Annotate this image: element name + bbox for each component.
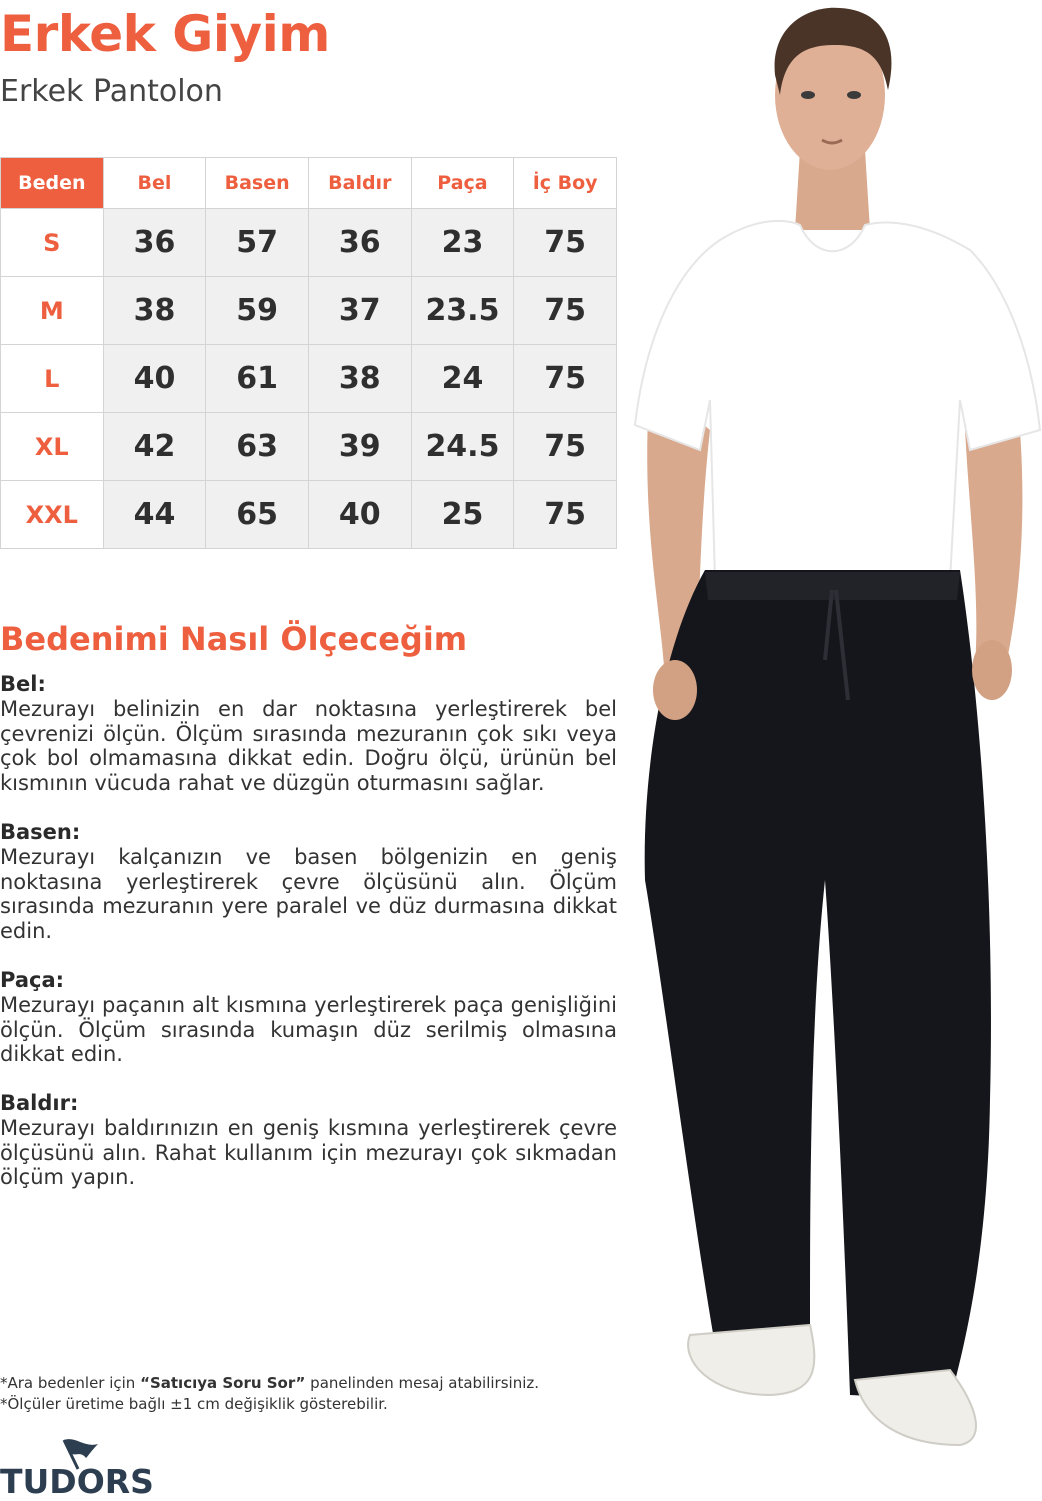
brand-name: TUDORS — [0, 1462, 154, 1501]
footnote-text: *Ara bedenler için — [0, 1374, 141, 1392]
table-header-row — [1, 158, 617, 209]
section-text: Mezurayı paçanın alt kısmına yerleştirerek paça genişliğini ölçün. Ölçüm sırasında kumaşın düz serilmiş olmasına dikkat edin. — [0, 993, 617, 1066]
table-cell: 75 — [514, 481, 617, 549]
table-cell: 57 — [206, 209, 309, 277]
page-subtitle: Erkek Pantolon — [0, 74, 223, 109]
section-text: Mezurayı kalçanızın ve basen bölgenizin en geniş noktasına yerleştirerek çevre ölçüsünü alın. Ölçüm sırasında mezuranın yere paralel ve düz durmasına dikkat edin. — [0, 845, 617, 943]
table-cell: 39 — [308, 413, 411, 481]
guide-section-paca — [0, 967, 617, 1067]
footnote-line: *Ölçüler üretime bağlı ±1 cm değişiklik gösterebilir. — [0, 1395, 388, 1413]
size-cell: M — [1, 277, 104, 345]
column-header: Basen — [206, 158, 309, 209]
table-cell: 23 — [411, 209, 514, 277]
section-heading: Basen: — [0, 820, 81, 844]
table-cell: 23.5 — [411, 277, 514, 345]
table-cell: 25 — [411, 481, 514, 549]
table-row — [1, 413, 617, 481]
size-cell: XXL — [1, 481, 104, 549]
column-header: İç Boy — [514, 158, 617, 209]
table-cell: 36 — [308, 209, 411, 277]
model-photo — [620, 0, 1042, 1500]
section-heading: Baldır: — [0, 1091, 79, 1115]
table-cell: 42 — [103, 413, 206, 481]
table-cell: 75 — [514, 345, 617, 413]
size-cell: L — [1, 345, 104, 413]
table-row — [1, 481, 617, 549]
table-cell: 75 — [514, 413, 617, 481]
table-cell: 65 — [206, 481, 309, 549]
table-cell: 63 — [206, 413, 309, 481]
table-cell: 38 — [308, 345, 411, 413]
table-cell: 24 — [411, 345, 514, 413]
footnote-emphasis: “Satıcıya Soru Sor” — [140, 1374, 306, 1392]
guide-section-baldir — [0, 1090, 617, 1190]
table-cell: 75 — [514, 209, 617, 277]
table-cell: 44 — [103, 481, 206, 549]
table-cell: 61 — [206, 345, 309, 413]
table-cell: 36 — [103, 209, 206, 277]
table-row — [1, 209, 617, 277]
guide-section-basen — [0, 819, 617, 943]
column-header: Paça — [411, 158, 514, 209]
table-cell: 40 — [103, 345, 206, 413]
brand-logo — [0, 1436, 160, 1500]
table-row — [1, 277, 617, 345]
table-cell: 59 — [206, 277, 309, 345]
table-cell: 24.5 — [411, 413, 514, 481]
table-cell: 75 — [514, 277, 617, 345]
page-title: Erkek Giyim — [0, 5, 330, 63]
size-cell: S — [1, 209, 104, 277]
section-text: Mezurayı baldırınızın en geniş kısmına yerleştirerek çevre ölçüsünü alın. Rahat kullanım için mezurayı çok sıkmadan ölçüm yapın. — [0, 1116, 617, 1189]
measure-guide-title: Bedenimi Nasıl Ölçeceğim — [0, 620, 468, 658]
table-row — [1, 345, 617, 413]
footnotes — [0, 1373, 539, 1415]
table-cell: 38 — [103, 277, 206, 345]
table-cell: 37 — [308, 277, 411, 345]
guide-section-bel — [0, 671, 617, 795]
column-header: Beden — [1, 158, 104, 209]
table-cell: 40 — [308, 481, 411, 549]
column-header: Baldır — [308, 158, 411, 209]
footnote-line — [0, 1373, 539, 1394]
section-heading: Paça: — [0, 968, 65, 992]
section-heading: Bel: — [0, 672, 46, 696]
column-header: Bel — [103, 158, 206, 209]
size-chart-table — [0, 157, 617, 549]
footnote-text: panelinden mesaj atabilirsiniz. — [305, 1374, 540, 1392]
size-cell: XL — [1, 413, 104, 481]
section-text: Mezurayı belinizin en dar noktasına yerleştirerek bel çevrenizi ölçün. Ölçüm sırasında mezuranın çok sıkı veya çok bol olmamasına dikkat edin. Doğru ölçü, ürünün bel kısmının vücuda rahat ve düzgün oturmasını sağlar. — [0, 697, 617, 795]
